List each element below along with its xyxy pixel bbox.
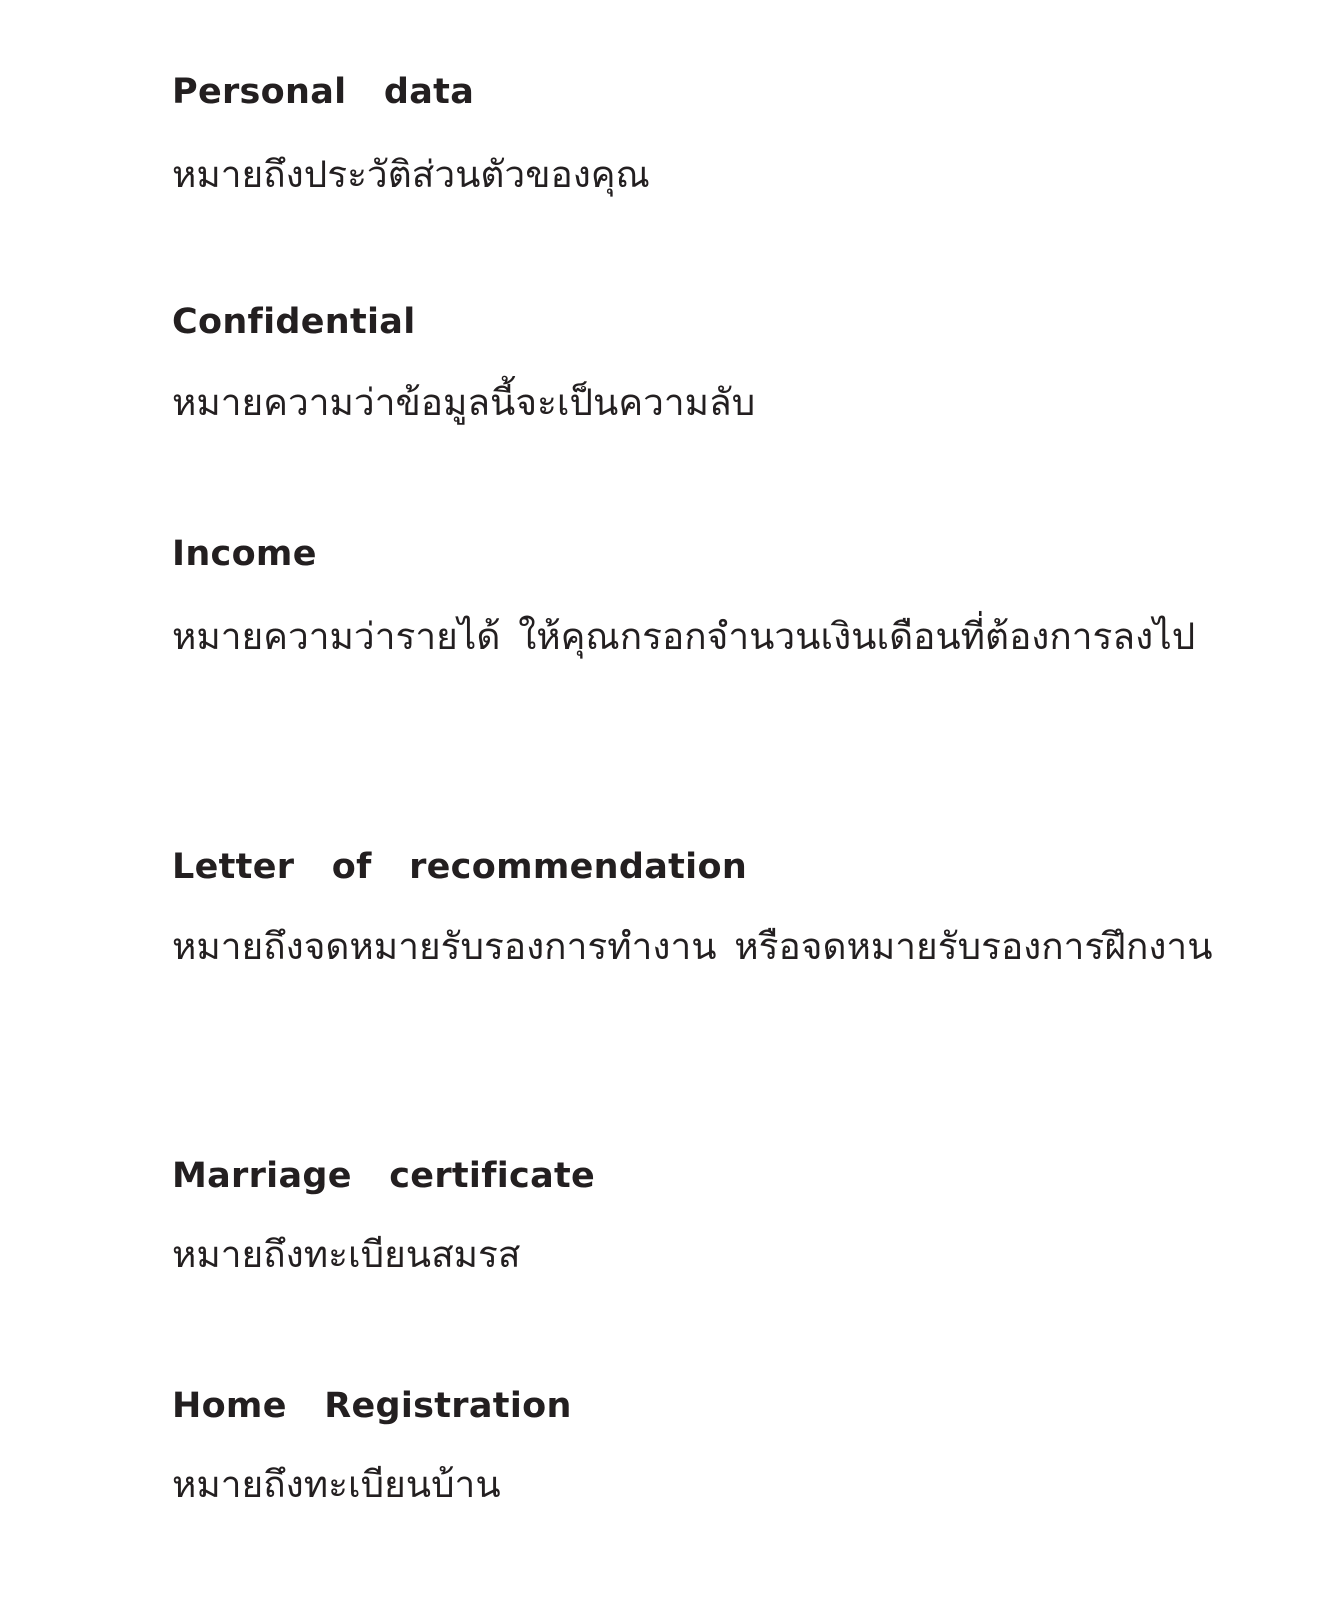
term-letter-of-recommendation: Letter of recommendation <box>172 847 748 887</box>
definition-home-registration: หมายถึงทะเบียนบ้าน <box>172 1463 501 1506</box>
definition-income: หมายความว่ารายได้ ให้คุณกรอกจำนวนเงินเดือนที่ต้องการลงไป <box>172 615 1196 658</box>
definition-confidential: หมายความว่าข้อมูลนี้จะเป็นความลับ <box>172 381 756 424</box>
term-marriage-certificate: Marriage certificate <box>172 1156 596 1196</box>
term-personal-data: Personal data <box>172 72 475 112</box>
definition-marriage-certificate: หมายถึงทะเบียนสมรส <box>172 1233 521 1276</box>
definition-letter-of-recommendation: หมายถึงจดหมายรับรองการทำงาน หรือจดหมายรับรองการฝึกงาน <box>172 925 1213 968</box>
term-home-registration: Home Registration <box>172 1386 572 1426</box>
term-confidential: Confidential <box>172 302 416 342</box>
definition-personal-data: หมายถึงประวัติส่วนตัวของคุณ <box>172 153 650 196</box>
term-income: Income <box>172 534 317 574</box>
